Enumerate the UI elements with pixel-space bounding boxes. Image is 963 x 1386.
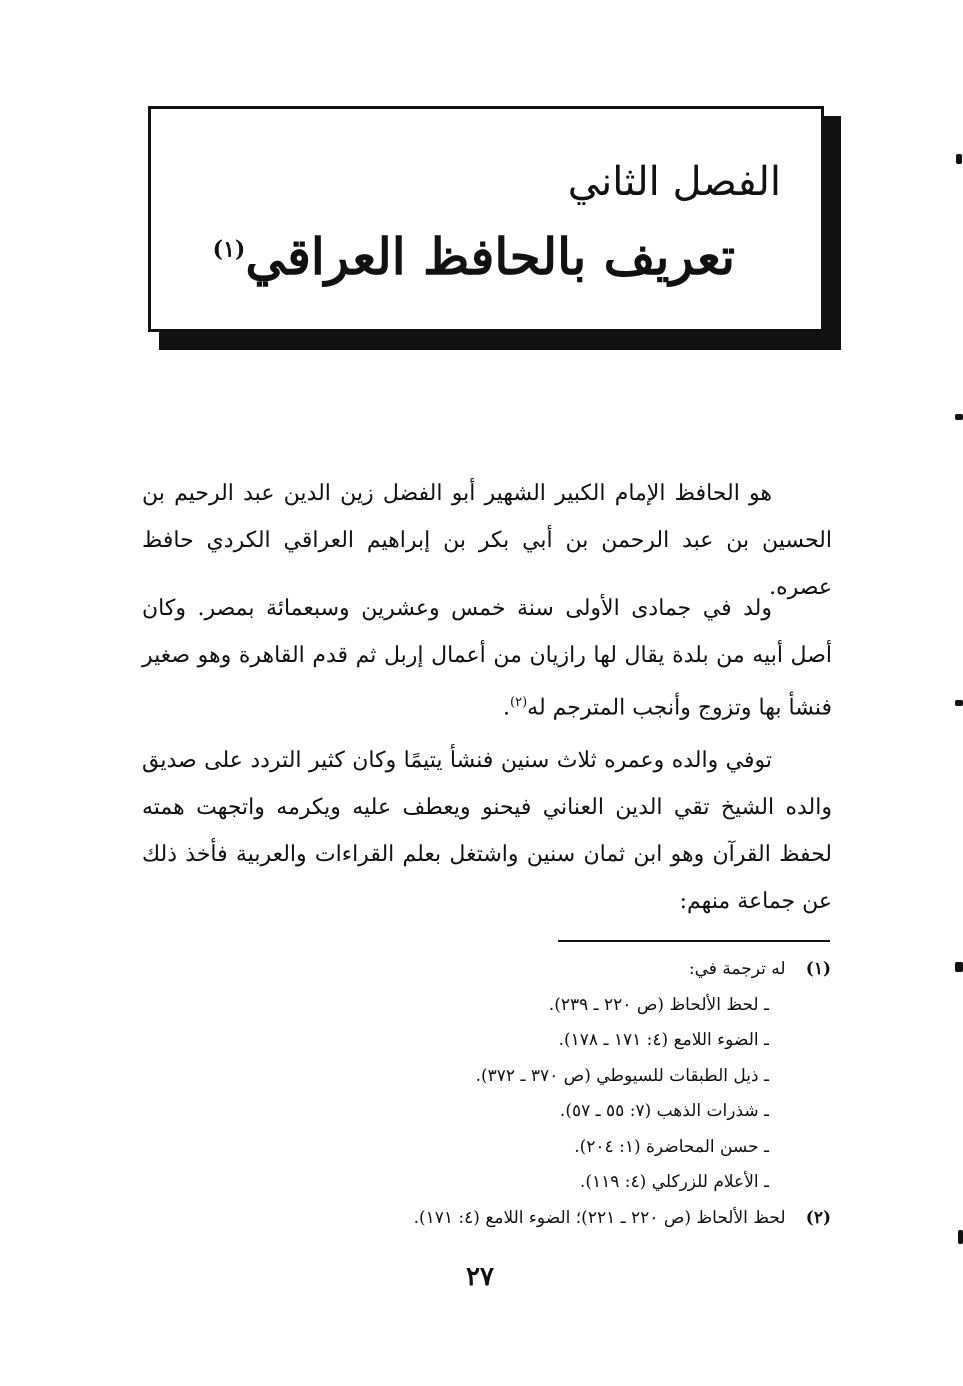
footnote-2-text: لحظ الألحاظ (ص ٢٢٠ ـ ٢٢١)؛ الضوء اللامع (٤: ١٧١).: [413, 1207, 786, 1228]
page-number: ٢٧: [466, 1262, 494, 1292]
chapter-title-footnote-ref: (١): [212, 236, 246, 263]
footnote-1-item: ـ ذيل الطبقات للسيوطي (ص ٣٧٠ ـ ٣٧٢).: [475, 1065, 769, 1086]
footnote-1-item: ـ لحظ الألحاظ (ص ٢٢٠ ـ ٢٣٩).: [548, 994, 769, 1015]
footnote-1-item: ـ شذرات الذهب (٧: ٥٥ ـ ٥٧).: [559, 1101, 769, 1121]
footnote-separator: [558, 940, 830, 942]
footnote-1-item: ـ حسن المحاضرة (١: ٢٠٤).: [574, 1136, 769, 1157]
scan-speck: [956, 154, 962, 164]
footnote-2: [414, 1201, 831, 1237]
scan-speck: [958, 1230, 963, 1244]
paragraph-3: [142, 737, 832, 925]
chapter-label: الفصل الثاني: [567, 159, 781, 205]
paragraph-2: [142, 585, 832, 731]
footnote-2-number: (٢): [805, 1207, 831, 1228]
paragraph-2-text: [142, 585, 832, 731]
paragraph-2-body: ولد في جمادى الأولى سنة خمس وعشرين وسبعمائة بمصر. وكان أصل أبيه من بلدة يقال لها رازيان من أعمال إربل ثم قدم القاهرة وهو صغير فنشأ بها وتزوج وأنجب المترجم له: [142, 596, 832, 721]
paragraph-2-end: .: [503, 695, 511, 721]
footnotes: [414, 952, 831, 1236]
paragraph-1-text: هو الحافظ الإمام الكبير الشهير أبو الفضل زين الدين عبد الرحيم بن الحسين بن عبد الرحمن بن أبي بكر بن إبراهيم العراقي الكردي حافظ عصره.: [142, 481, 832, 600]
footnote-1-item: ـ الضوء اللامع (٤: ١٧١ ـ ١٧٨).: [558, 1030, 769, 1050]
scan-speck: [955, 700, 963, 706]
footnote-1: [414, 952, 831, 988]
footnote-1-item: ـ الأعلام للزركلي (٤: ١١٩).: [579, 1172, 769, 1192]
chapter-title: [213, 227, 735, 286]
footnote-1-text: له ترجمة في:: [688, 959, 786, 979]
paragraph-2-footnote-ref: (٢): [510, 695, 528, 710]
scan-speck: [955, 962, 963, 972]
chapter-title-text: تعريف بالحافظ العراقي: [245, 227, 735, 286]
chapter-title-frame: [148, 106, 824, 332]
paragraph-3-text: توفي والده وعمره ثلاث سنين فنشأ يتيمًا وكان كثير التردد على صديق والده الشيخ تقي الدين العناني فيحنو ويعطف عليه ويكرمه واتجهت همته لحفظ القرآن وهو ابن ثمان سنين واشتغل بعلم القراءات والعربية فأخذ ذلك عن جماعة منهم:: [142, 748, 832, 914]
scan-speck: [955, 414, 963, 420]
footnote-1-number: (١): [805, 959, 831, 979]
